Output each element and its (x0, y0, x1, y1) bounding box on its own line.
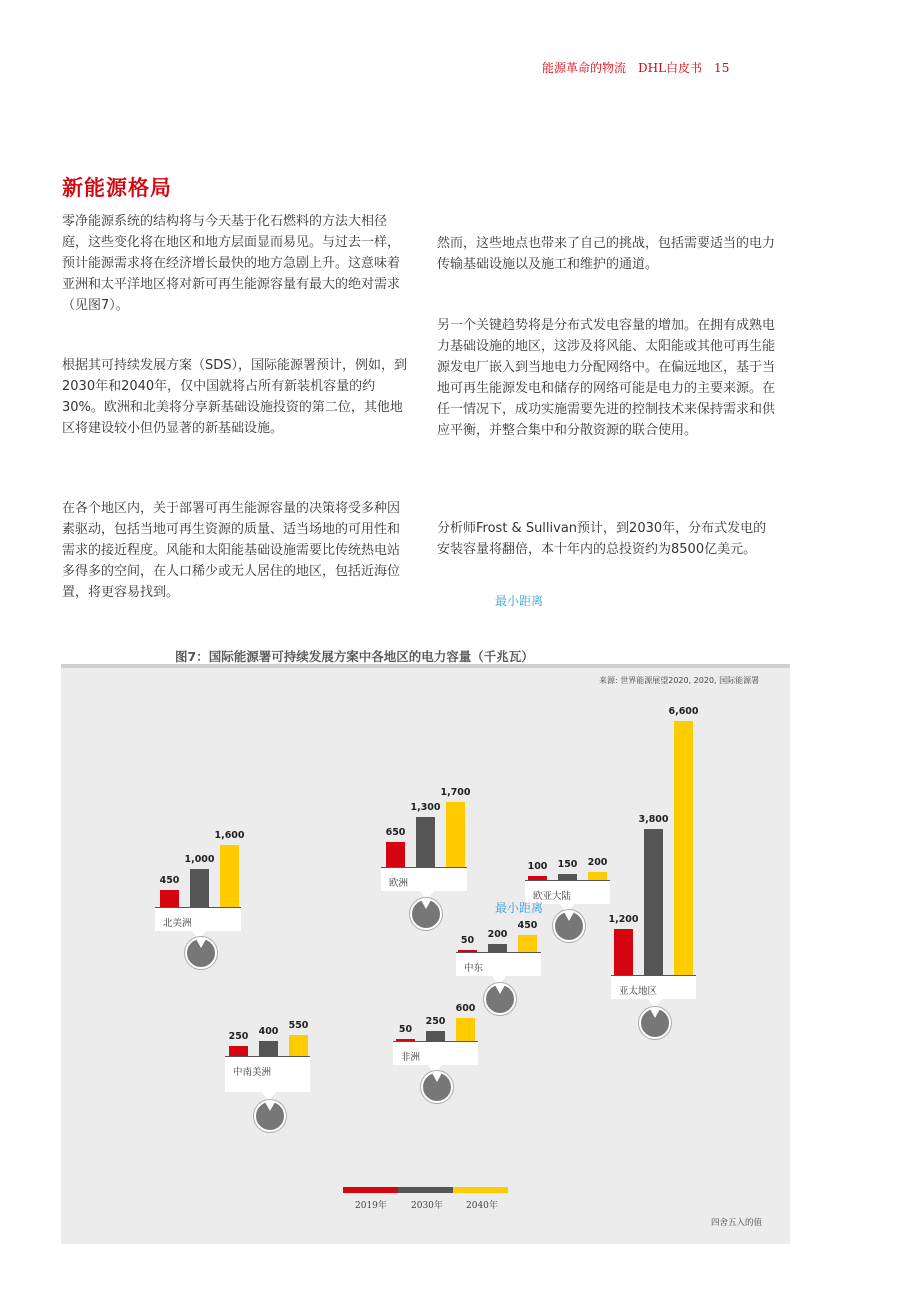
min-distance-label: 最小距离 (495, 594, 544, 608)
value-label-region-4-2019: 1,200 (608, 913, 639, 925)
value-label-region-0-2040: 1,600 (214, 830, 245, 842)
value-label-region-5-2040: 550 (288, 1019, 309, 1031)
location-pin-icon (254, 1100, 286, 1132)
bar-region-3-2040 (518, 935, 537, 952)
location-pin-icon (421, 1071, 453, 1103)
location-pin-icon (484, 983, 516, 1015)
bar-region-0-2019 (160, 890, 179, 907)
bar-region-6-2040 (456, 1018, 475, 1041)
value-label-region-4-2040: 6,600 (668, 706, 699, 717)
value-label-region-2-2040: 200 (587, 857, 608, 869)
figure-title: 图7：国际能源署可持续发展方案中各地区的电力容量（千兆瓦） (175, 649, 534, 664)
value-label-region-1-2019: 650 (385, 826, 406, 838)
legend-label-2030: 2030年 (411, 1201, 443, 1211)
bar-region-6-2030 (426, 1031, 445, 1041)
value-label-region-4-2030: 3,800 (638, 813, 669, 825)
bar-region-1-2040 (446, 802, 465, 867)
value-label-region-6-2040: 600 (455, 1002, 476, 1014)
legend-swatch-2040 (453, 1187, 508, 1193)
figure-source: 来源: 世界能源展望2020, 2020, 国际能源署 (599, 676, 760, 685)
value-label-region-3-2019: 50 (460, 935, 475, 946)
bar-region-3-2030 (488, 944, 507, 952)
right-paragraph-1: 然而，这些地点也带来了自己的挑战，包括需要适当的电力传输基础设施以及施工和维护的通道。 (437, 236, 776, 272)
right-paragraph-2: 另一个关键趋势将是分布式发电容量的增加。在拥有成熟电力基础设施的地区，这涉及将风能、太阳能或其他可再生能源发电厂嵌入到当地电力分配网络中。在偏远地区，基于当地可再生能源发电和储存的网络可能是电力的主要来源。在任一情况下，成功实施需要先进的控制技术来保持需求和供应平衡，并整合集中和分散资源的联合使用。 (437, 318, 776, 438)
region-label-region-5: 中南美洲 (225, 1057, 310, 1092)
bar-region-5-2019 (229, 1046, 248, 1056)
bar-region-1-2030 (416, 817, 435, 867)
value-label-region-3-2040: 450 (517, 919, 538, 931)
bar-region-2-2040 (588, 872, 607, 880)
bar-region-1-2019 (386, 842, 405, 867)
right-paragraph-3: 分析师Frost & Sullivan预计，到2030年，分布式发电的安装容量将翻倍，本十年内的总投资约为8500亿美元。 (437, 521, 767, 557)
value-label-region-0-2019: 450 (159, 874, 180, 886)
location-pin-icon (410, 898, 442, 930)
region-label-region-6: 非洲 (393, 1042, 478, 1065)
legend-swatch-2019 (343, 1187, 398, 1193)
left-paragraph-2: 根据其可持续发展方案（SDS），国际能源署预计，例如，到2030年和2040年，仅中国就将占所有新装机容量的约30%。欧洲和北美将分享新基础设施投资的第二位，其他地区将建设较小但仍显著的新基础设施。 (62, 358, 408, 436)
region-label-region-3: 中东 (456, 953, 541, 976)
legend-swatch-2030 (398, 1187, 453, 1193)
region-label-region-2: 欧亚大陆 (525, 881, 610, 904)
value-label-region-1-2040: 1,700 (440, 786, 471, 798)
page-header: 能源革命的物流 DHL白皮书 15 (542, 61, 730, 75)
bar-region-5-2040 (289, 1035, 308, 1056)
bar-region-4-2040 (674, 721, 693, 975)
left-paragraph-3: 在各个地区内，关于部署可再生能源容量的决策将受多种因素驱动，包括当地可再生资源的质量、适当场地的可用性和需求的接近程度。风能和太阳能基础设施需要比传统热电站多得多的空间，在人口稀少或无人居住的地区，包括近海位置，将更容易找到。 (62, 501, 401, 600)
value-label-region-5-2019: 250 (228, 1031, 249, 1043)
value-label-region-3-2030: 200 (487, 929, 508, 941)
location-pin-icon (639, 1007, 671, 1039)
value-label-region-2-2019: 100 (527, 861, 548, 873)
value-label-region-5-2030: 400 (258, 1025, 279, 1037)
bar-region-0-2040 (220, 845, 239, 907)
value-label-region-6-2019: 50 (398, 1024, 413, 1035)
region-label-region-1: 欧洲 (381, 868, 467, 891)
bar-region-4-2019 (614, 929, 633, 975)
bar-region-5-2030 (259, 1041, 278, 1056)
region-label-region-4: 亚太地区 (611, 976, 696, 999)
section-title: 新能源格局 (62, 176, 172, 200)
rounding-note: 四舍五入的值 (711, 1218, 763, 1228)
location-pin-icon (553, 910, 585, 942)
region-label-region-0: 北美洲 (155, 908, 241, 931)
bar-region-0-2030 (190, 869, 209, 907)
min-distance-label-chart: 最小距离 (495, 901, 544, 915)
left-paragraph-1: 零净能源系统的结构将与今天基于化石燃料的方法大相径庭，这些变化将在地区和地方层面显而易见。与过去一样，预计能源需求将在经济增长最快的地方急剧上升。这意味着亚洲和太平洋地区将对新可再生能源容量有最大的绝对需求（见图7）。 (62, 214, 401, 313)
legend-label-2040: 2040年 (466, 1201, 498, 1211)
location-pin-icon (185, 937, 217, 969)
value-label-region-6-2030: 250 (425, 1016, 446, 1028)
legend-label-2019: 2019年 (355, 1201, 387, 1211)
bar-region-4-2030 (644, 829, 663, 975)
value-label-region-0-2030: 1,000 (184, 853, 215, 865)
value-label-region-1-2030: 1,300 (410, 801, 441, 813)
value-label-region-2-2030: 150 (557, 859, 578, 871)
